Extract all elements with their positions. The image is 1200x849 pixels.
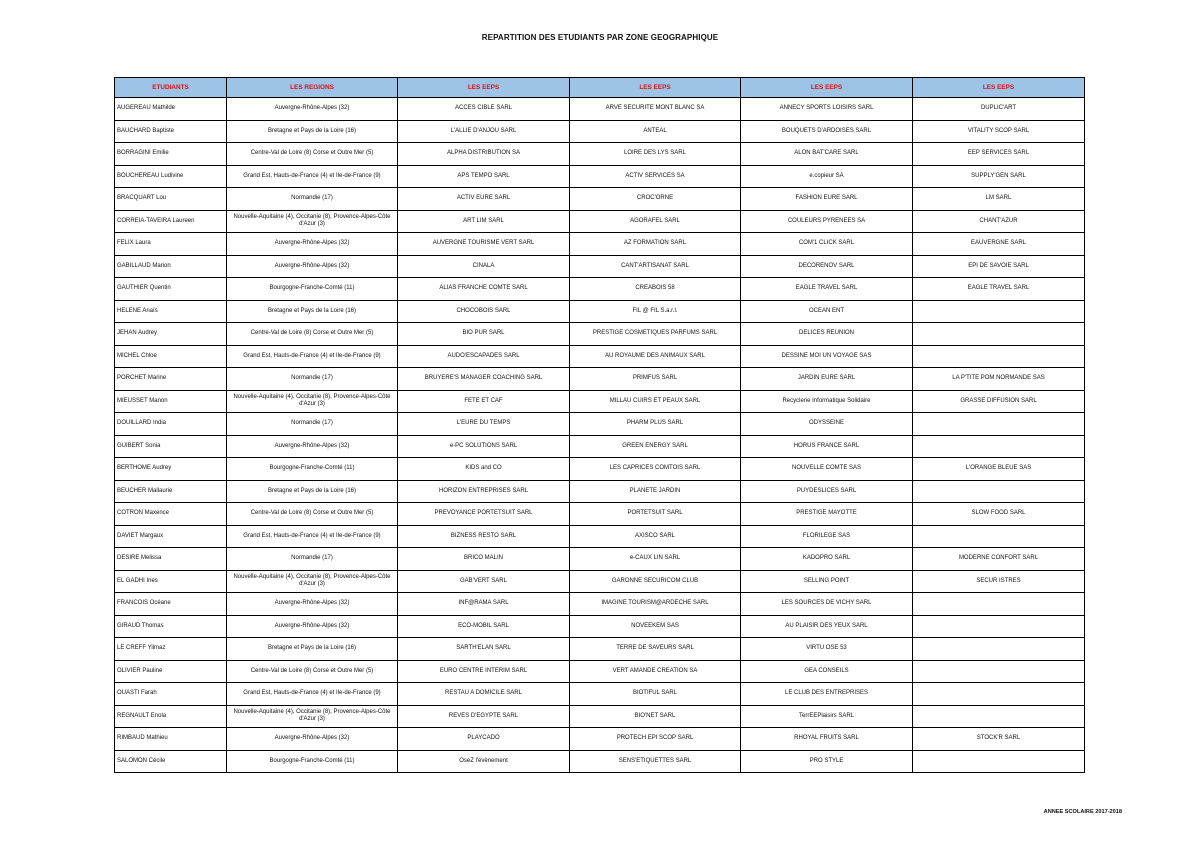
student-name-cell: GIRAUD Thomas [115, 615, 227, 638]
eep-cell: PUYDESLICES SARL [741, 480, 913, 503]
region-cell: Nouvelle-Aquitaine (4), Occitanie (8), Provence-Alpes-Côte d'Azur (3) [227, 390, 398, 413]
eep-cell: ALPHA DISTRIBUTION SA [398, 143, 570, 166]
eep-cell: AUDO'ESCAPADES SARL [398, 345, 570, 368]
eep-cell: IMAGINE TOURISM@ARDECHE SARL [570, 593, 741, 616]
table-row [115, 188, 1085, 211]
student-name-cell: CORREIA-TAVEIRA Laureen [115, 210, 227, 233]
eep-cell: CINALA [398, 255, 570, 278]
table-header-row [115, 78, 1085, 98]
student-name-cell: AUGEREAU Mathilde [115, 98, 227, 121]
eep-cell [913, 345, 1085, 368]
eep-cell: ECO-MOBIL SARL [398, 615, 570, 638]
eep-cell [913, 683, 1085, 706]
eep-cell: RESTAU A DOMICILE SARL [398, 683, 570, 706]
eep-cell: AUVERGNE TOURISME VERT SARL [398, 233, 570, 256]
eep-cell: PLAYCADO [398, 728, 570, 751]
table-body [115, 98, 1085, 773]
student-name-cell: SALOMON Cécile [115, 750, 227, 773]
eep-cell: SARTH'ELAN SARL [398, 638, 570, 661]
student-name-cell: RIMBAUD Mathieu [115, 728, 227, 751]
eep-cell: L'ALLIE D'ANJOU SARL [398, 120, 570, 143]
eep-cell: GRASSE DIFFUSION SARL [913, 390, 1085, 413]
table-row [115, 660, 1085, 683]
eep-cell: PHARM PLUS SARL [570, 413, 741, 436]
eep-cell: CHOCOBOIS SARL [398, 300, 570, 323]
region-cell: Centre-Val de Loire (8) Corse et Outre Mer (5) [227, 503, 398, 526]
student-name-cell: BORRAGINI Emilie [115, 143, 227, 166]
region-cell: Bretagne et Pays de la Loire (16) [227, 120, 398, 143]
student-name-cell: OLIVIER Pauline [115, 660, 227, 683]
student-name-cell: GABILLAUD Marion [115, 255, 227, 278]
eep-cell: L'EURE DU TEMPS [398, 413, 570, 436]
student-name-cell: GUIBERT Sonia [115, 435, 227, 458]
eep-cell: e.copieur SA [741, 165, 913, 188]
eep-cell: Recyclerie Informatique Solidaire [741, 390, 913, 413]
student-name-cell: LE CREFF Yilmaz [115, 638, 227, 661]
eep-cell [913, 525, 1085, 548]
eep-cell [913, 300, 1085, 323]
eep-cell: SELLING POINT [741, 570, 913, 593]
eep-cell: VIRTU OSE 53 [741, 638, 913, 661]
eep-cell: DESSINE MOI UN VOYAGE SAS [741, 345, 913, 368]
student-name-cell: MIEUSSET Manon [115, 390, 227, 413]
table-row [115, 525, 1085, 548]
table-row [115, 435, 1085, 458]
region-cell: Normandie (17) [227, 548, 398, 571]
school-year-footer: ANNEE SCOLAIRE 2017-2018 [1043, 809, 1122, 815]
region-cell: Bourgogne-Franche-Comté (11) [227, 750, 398, 773]
region-cell: Nouvelle-Aquitaine (4), Occitanie (8), Provence-Alpes-Côte d'Azur (3) [227, 210, 398, 233]
header-eeps-4: LES EEPS [913, 78, 1085, 98]
student-name-cell: REGNAULT Enola [115, 705, 227, 728]
region-cell: Bretagne et Pays de la Loire (16) [227, 480, 398, 503]
region-cell: Auvergne-Rhône-Alpes (32) [227, 255, 398, 278]
student-name-cell: DAVIET Margaux [115, 525, 227, 548]
region-cell: Normandie (17) [227, 188, 398, 211]
eep-cell: SLOW FOOD SARL [913, 503, 1085, 526]
student-name-cell: BRACQUART Lou [115, 188, 227, 211]
eep-cell: VERT AMANDE CREATION SA [570, 660, 741, 683]
eep-cell: ACCES CIBLE SARL [398, 98, 570, 121]
eep-cell: GAB'VERT SARL [398, 570, 570, 593]
eep-cell: RHOYAL FRUITS SARL [741, 728, 913, 751]
eep-cell: APS TEMPO SARL [398, 165, 570, 188]
region-cell: Auvergne-Rhône-Alpes (32) [227, 728, 398, 751]
region-cell: Centre-Val de Loire (8) Corse et Outre Mer (5) [227, 323, 398, 346]
region-cell: Bourgogne-Franche-Comté (11) [227, 278, 398, 301]
eep-cell: JARDIN EURE SARL [741, 368, 913, 391]
table-row [115, 458, 1085, 481]
region-cell: Normandie (17) [227, 368, 398, 391]
table-row [115, 233, 1085, 256]
eep-cell: PORTETSUIT SARL [570, 503, 741, 526]
table-row [115, 615, 1085, 638]
eep-cell [913, 750, 1085, 773]
student-name-cell: COTRON Maxence [115, 503, 227, 526]
eep-cell: GARONNE SECURICOM CLUB [570, 570, 741, 593]
eep-cell: BIO'NET SARL [570, 705, 741, 728]
region-cell: Auvergne-Rhône-Alpes (32) [227, 233, 398, 256]
region-cell: Grand Est, Hauts-de-France (4) et Ile-de-France (9) [227, 345, 398, 368]
eep-cell: REVES D'EGYPTE SARL [398, 705, 570, 728]
region-cell: Centre-Val de Loire (8) Corse et Outre Mer (5) [227, 660, 398, 683]
eep-cell: e-PC SOLUTIONS SARL [398, 435, 570, 458]
eep-cell: ACTIV EURE SARL [398, 188, 570, 211]
eep-cell [913, 480, 1085, 503]
student-name-cell: DOUILLARD India [115, 413, 227, 436]
table-row [115, 143, 1085, 166]
eep-cell: LES SOURCES DE VICHY SARL [741, 593, 913, 616]
region-cell: Auvergne-Rhône-Alpes (32) [227, 435, 398, 458]
table-row [115, 368, 1085, 391]
eep-cell: EEP SERVICES SARL [913, 143, 1085, 166]
region-cell: Auvergne-Rhône-Alpes (32) [227, 615, 398, 638]
eep-cell: FETE ET CAF [398, 390, 570, 413]
table-row [115, 413, 1085, 436]
eep-cell [913, 705, 1085, 728]
eep-cell: TerrEEPlaisirs SARL [741, 705, 913, 728]
student-name-cell: BERTHOME Audrey [115, 458, 227, 481]
eep-cell: FIL @ FIL S.a.r.l. [570, 300, 741, 323]
eep-cell: CREABOIS 58 [570, 278, 741, 301]
eep-cell: DELICES REUNION [741, 323, 913, 346]
table-row [115, 705, 1085, 728]
region-cell: Auvergne-Rhône-Alpes (32) [227, 98, 398, 121]
eep-cell: ODYSSEINE [741, 413, 913, 436]
student-name-cell: JEHAN Audrey [115, 323, 227, 346]
eep-cell: SECUR ISTRES [913, 570, 1085, 593]
region-cell: Nouvelle-Aquitaine (4), Occitanie (8), Provence-Alpes-Côte d'Azur (3) [227, 570, 398, 593]
student-name-cell: FELIX Laura [115, 233, 227, 256]
eep-cell: DECORENOV SARL [741, 255, 913, 278]
region-cell: Nouvelle-Aquitaine (4), Occitanie (8), Provence-Alpes-Côte d'Azur (3) [227, 705, 398, 728]
eep-cell: STOCK'R SARL [913, 728, 1085, 751]
eep-cell: AXISCO SARL [570, 525, 741, 548]
eep-cell: LES CAPRICES COMTOIS SARL [570, 458, 741, 481]
header-eeps-1: LES EEPS [398, 78, 570, 98]
student-name-cell: EL GADHI Ines [115, 570, 227, 593]
eep-cell: EPI DE SAVOIE SARL [913, 255, 1085, 278]
table-row [115, 323, 1085, 346]
header-eeps-2: LES EEPS [570, 78, 741, 98]
eep-cell: BIZNESS RESTO SARL [398, 525, 570, 548]
eep-cell: VITALITY SCOP SARL [913, 120, 1085, 143]
eep-cell: ALIAS FRANCHE COMTE SARL [398, 278, 570, 301]
eep-cell: CANT'ARTISANAT SARL [570, 255, 741, 278]
eep-cell: LA P'TITE POM NORMANDE SAS [913, 368, 1085, 391]
eep-cell: HORIZON ENTREPRISES SARL [398, 480, 570, 503]
eep-cell: GEA CONSEILS [741, 660, 913, 683]
header-eeps-3: LES EEPS [741, 78, 913, 98]
student-name-cell: BOUCHEREAU Ludivine [115, 165, 227, 188]
eep-cell [913, 638, 1085, 661]
region-cell: Grand Est, Hauts-de-France (4) et Ile-de-France (9) [227, 525, 398, 548]
region-cell: Grand Est, Hauts-de-France (4) et Ile-de-France (9) [227, 683, 398, 706]
student-name-cell: BEUCHER Mallaurie [115, 480, 227, 503]
eep-cell: BIO PUR SARL [398, 323, 570, 346]
eep-cell: HORUS FRANCE SARL [741, 435, 913, 458]
eep-cell: EAUVERGNE SARL [913, 233, 1085, 256]
student-name-cell: PORCHET Marine [115, 368, 227, 391]
eep-cell: PLANETE JARDIN [570, 480, 741, 503]
table-row [115, 165, 1085, 188]
eep-cell: MODERNE CONFORT SARL [913, 548, 1085, 571]
region-cell: Bourgogne-Franche-Comté (11) [227, 458, 398, 481]
eep-cell: PROTECH EPI SCOP SARL [570, 728, 741, 751]
region-cell: Auvergne-Rhône-Alpes (32) [227, 593, 398, 616]
eep-cell: AU ROYAUME DES ANIMAUX SARL [570, 345, 741, 368]
eep-cell: ART LIM SARL [398, 210, 570, 233]
eep-cell [913, 323, 1085, 346]
eep-cell: PRIMFUS SARL [570, 368, 741, 391]
student-name-cell: GAUTHIER Quentin [115, 278, 227, 301]
region-cell: Grand Est, Hauts-de-France (4) et Ile-de-France (9) [227, 165, 398, 188]
eep-cell: CROC'ORNE [570, 188, 741, 211]
eep-cell: DUPLIC'ART [913, 98, 1085, 121]
eep-cell [913, 660, 1085, 683]
table-row [115, 255, 1085, 278]
eep-cell: TERRE DE SAVEURS SARL [570, 638, 741, 661]
table-row [115, 750, 1085, 773]
header-etudiants: ETUDIANTS [115, 78, 227, 98]
eep-cell: CHANT'AZUR [913, 210, 1085, 233]
eep-cell: ACTIV SERVICES SA [570, 165, 741, 188]
eep-cell [913, 615, 1085, 638]
students-table [114, 77, 1085, 773]
eep-cell: EURO CENTRE INTERIM SARL [398, 660, 570, 683]
eep-cell: ARVE SECURITE MONT BLANC SA [570, 98, 741, 121]
eep-cell: BRUYERE'S MANAGER COACHING SARL [398, 368, 570, 391]
table-row [115, 503, 1085, 526]
eep-cell: EAGLE TRAVEL SARL [741, 278, 913, 301]
eep-cell: SENS'ETIQUETTES SARL [570, 750, 741, 773]
student-name-cell: BAUCHARD Baptiste [115, 120, 227, 143]
eep-cell: NOUVELLE COMTE SAS [741, 458, 913, 481]
table-row [115, 683, 1085, 706]
eep-cell: L'ORANGE BLEUE SAS [913, 458, 1085, 481]
eep-cell: SUPPLY'GEN SARL [913, 165, 1085, 188]
eep-cell [913, 435, 1085, 458]
eep-cell: BOUQUETS D'ARDOISES SARL [741, 120, 913, 143]
eep-cell: NOVEEKEM SAS [570, 615, 741, 638]
eep-cell: KIDS and CO [398, 458, 570, 481]
eep-cell: PRO STYLE [741, 750, 913, 773]
eep-cell: FASHION EURE SARL [741, 188, 913, 211]
table-row [115, 390, 1085, 413]
eep-cell [913, 593, 1085, 616]
eep-cell: KADOPRO SARL [741, 548, 913, 571]
student-name-cell: HELENE Anaïs [115, 300, 227, 323]
student-name-cell: MICHEL Chloe [115, 345, 227, 368]
table-row [115, 548, 1085, 571]
region-cell: Normandie (17) [227, 413, 398, 436]
eep-cell: ANNECY SPORTS LOISIRS SARL [741, 98, 913, 121]
eep-cell: FLORILEGE SAS [741, 525, 913, 548]
eep-cell: AZ FORMATION SARL [570, 233, 741, 256]
table-row [115, 570, 1085, 593]
eep-cell: INF@RAMA SARL [398, 593, 570, 616]
eep-cell: PREVOYANCE PORTETSUIT SARL [398, 503, 570, 526]
table-row [115, 278, 1085, 301]
eep-cell: OCEAN ENT [741, 300, 913, 323]
eep-cell: PRESTIGE COSMETIQUES PARFUMS SARL [570, 323, 741, 346]
eep-cell: ALON BAT'CARE SARL [741, 143, 913, 166]
student-name-cell: FRANCOIS Océane [115, 593, 227, 616]
eep-cell: ANTEAL [570, 120, 741, 143]
eep-cell: COM'1 CLICK SARL [741, 233, 913, 256]
header-regions: LES REGIONS [227, 78, 398, 98]
eep-cell: MILLAU CUIRS ET PEAUX SARL [570, 390, 741, 413]
page-title: REPARTITION DES ETUDIANTS PAR ZONE GEOGRAPHIQUE [481, 33, 719, 42]
region-cell: Bretagne et Pays de la Loire (16) [227, 300, 398, 323]
region-cell: Centre-Val de Loire (8) Corse et Outre Mer (5) [227, 143, 398, 166]
student-name-cell: DESIRE Melissa [115, 548, 227, 571]
table-row [115, 638, 1085, 661]
table-row [115, 120, 1085, 143]
eep-cell: AU PLAISIR DES YEUX SARL [741, 615, 913, 638]
eep-cell: PRESTIGE MAYOTTE [741, 503, 913, 526]
eep-cell [913, 413, 1085, 436]
eep-cell: BIOTIFUL SARL [570, 683, 741, 706]
table-row [115, 300, 1085, 323]
student-name-cell: OUASTI Farah [115, 683, 227, 706]
eep-cell: BRICO MALIN [398, 548, 570, 571]
eep-cell: OseZ l'évènement [398, 750, 570, 773]
eep-cell: LOIRE DES LYS SARL [570, 143, 741, 166]
region-cell: Bretagne et Pays de la Loire (16) [227, 638, 398, 661]
table-row [115, 345, 1085, 368]
table-row [115, 480, 1085, 503]
table-row [115, 728, 1085, 751]
eep-cell: AGORAFEL SARL [570, 210, 741, 233]
table-row [115, 98, 1085, 121]
eep-cell: COULEURS PYRENEES SA [741, 210, 913, 233]
eep-cell: EAGLE TRAVEL SARL [913, 278, 1085, 301]
eep-cell: LE CLUB DES ENTREPRISES [741, 683, 913, 706]
eep-cell: GREEN ENERGY SARL [570, 435, 741, 458]
table-row [115, 593, 1085, 616]
eep-cell: LM SARL [913, 188, 1085, 211]
eep-cell: e-CAUX LIN SARL [570, 548, 741, 571]
table-row [115, 210, 1085, 233]
